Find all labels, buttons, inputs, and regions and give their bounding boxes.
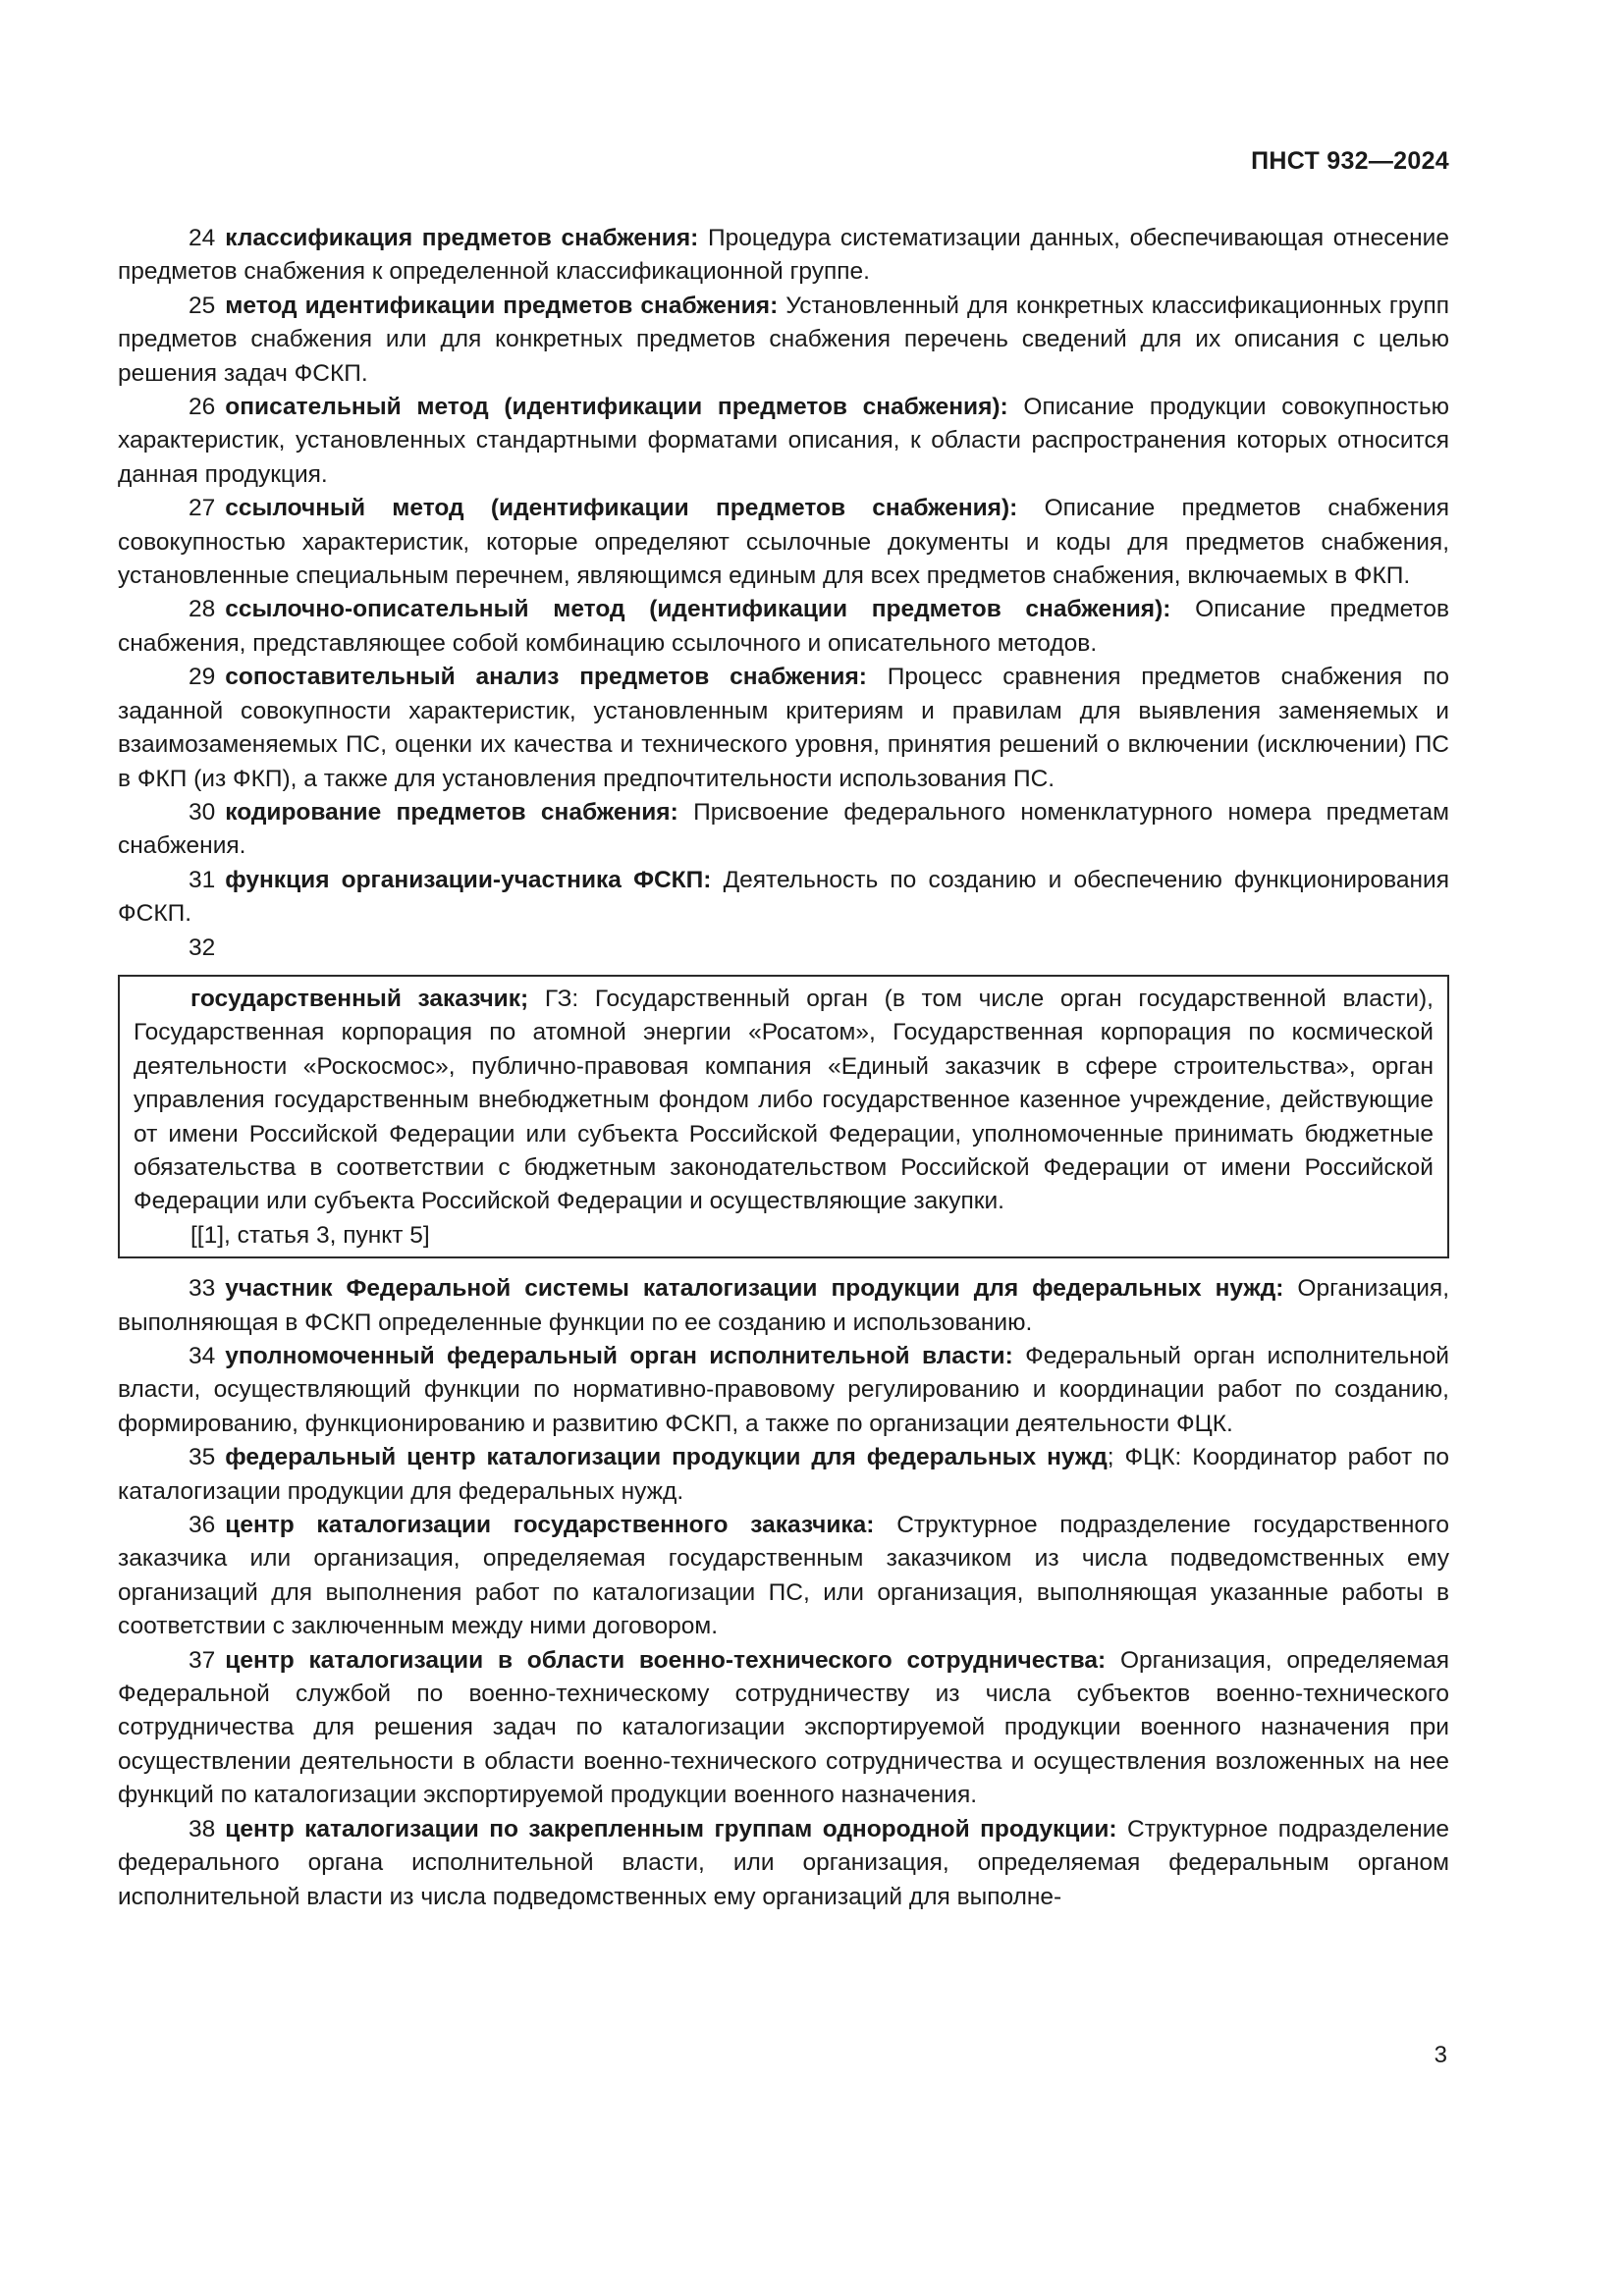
term-entry-37 [118,1644,1449,1813]
entry-definition: Процесс сравнения предметов снабжения по заданной совокупности характеристик, установленным критериям и правилам для выявления заменяемых и взаимозаменяемых ПС, оценки их качества и технического уровня, принятия решений о включении (исключении) ПС в ФКП (из ФКП), а также для установления предпочтительности использования ПС. [118,664,1449,792]
term-entry-27 [118,492,1449,593]
term-entry-29 [118,661,1449,796]
entry-number: 30 [189,798,216,826]
entry-definition: Присвоение федерального номенклатурного номера предметам снабжения. [118,798,1450,860]
entry-number: 28 [189,596,216,623]
entry-number: 34 [189,1343,216,1369]
entry-term: классификация предметов снабжения: [225,225,699,251]
entry-number: 33 [189,1275,216,1303]
entry-definition: ; ФЦК: Координатор работ по каталогизации продукции для федеральных нужд. [118,1444,1449,1505]
term-entry-24 [118,222,1449,290]
entry-definition: Установленный для конкретных классификационных групп предметов снабжения или для конкретных предметов снабжения перечень сведений для их описания с целью решения задач ФСКП. [118,292,1449,387]
entry-number: 26 [189,394,216,421]
entry-term: ссылочный метод (идентификации предметов снабжения): [225,495,1018,522]
term-entry-38 [118,1813,1449,1914]
entry-number: 25 [189,292,216,319]
entry-definition: Федеральный орган исполнительной власти, осуществляющий функции по нормативно-правовому регулированию и координации работ по созданию, формированию, функционированию и развитию ФСКП, а также по организации деятельности ФЦК. [118,1343,1449,1437]
entry-definition: Структурное подразделение государственного заказчика или организация, определяемая государственным заказчиком из числа подведомственных ему организаций для выполнения работ по каталогизации ПС, или организация, выполняющая указанные работы в соответствии с заключенным между ними договором. [118,1512,1449,1640]
entry-number: 24 [189,225,216,251]
entry-term: метод идентификации предметов снабжения: [225,292,779,319]
entry-definition: Организация, определяемая Федеральной службой по военно-техническому сотрудничеству из числа субъектов военно-технического сотрудничества для решения задач по каталогизации экспортируемой продукции военного назначения при осуществлении деятельности в области военно-технического сотрудничества и осуществления возложенных на нее функций по каталогизации экспортируемой продукции военного назначения. [118,1646,1449,1809]
entry-term: участник Федеральной системы каталогизации продукции для федеральных нужд: [225,1275,1284,1303]
entry-definition: Процедура систематизации данных, обеспечивающая отнесение предметов снабжения к определенной классификационной группе. [118,225,1449,286]
entry-definition: Организация, выполняющая в ФСКП определенные функции по ее созданию и использованию. [118,1275,1449,1336]
boxed-term-entry [134,983,1434,1219]
source-reference: [[1], статья 3, пункт 5] [190,1221,430,1249]
entry-definition: Описание предметов снабжения совокупностью характеристик, которые определяют ссылочные документы и коды для предметов снабжения, установленные специальным перечнем, являющимся единым для всех предметов снабжения, включаемых в ФКП. [118,495,1449,590]
entry-term: сопоставительный анализ предметов снабжения: [225,664,867,691]
entry-definition: ГЗ: Государственный орган (в том числе орган государственной власти), Государственная корпорация по атомной энергии «Росатом», Государственная корпорация по космической деятельности «Роскосмос», публично-правовая компания «Единый заказчик в сфере строительства», орган управления государственным внебюджетным фондом либо государственное казенное учреждение, действующие от имени Российской Федерации или субъекта Российской Федерации, уполномоченные принимать бюджетные обязательства в соответствии с бюджетным законодательством Российской Федерации от имени Российской Федерации или субъекта Российской Федерации и осуществляющие закупки. [134,985,1434,1215]
entry-term: центр каталогизации в области военно-технического сотрудничества: [225,1646,1107,1674]
page-number: 3 [1434,2042,1447,2068]
term-entry-25 [118,290,1449,391]
document-designation: ПНСТ 932—2024 [1251,147,1449,175]
term-entry-30 [118,796,1449,864]
entry-term: описательный метод (идентификации предметов снабжения): [225,394,1008,421]
entry-term: уполномоченный федеральный орган исполнительной власти: [225,1343,1013,1369]
term-entry-26 [118,391,1449,492]
term-entry-32-number [118,932,1449,965]
term-entry-36 [118,1509,1449,1644]
entry-definition: Описание продукции совокупностью характеристик, установленных стандартными форматами описания, к области распространения которых относится данная продукция. [118,394,1449,488]
entry-definition: Описание предметов снабжения, представляющее собой комбинацию ссылочного и описательного методов. [118,596,1449,657]
term-entry-31 [118,864,1449,932]
entry-number: 38 [189,1815,216,1842]
entry-number: 36 [189,1512,216,1539]
entry-number: 32 [189,934,216,961]
entry-number: 31 [189,866,216,893]
entry-number: 35 [189,1444,216,1471]
term-entry-28 [118,593,1449,661]
entry-term: федеральный центр каталогизации продукции для федеральных нужд [225,1444,1108,1471]
boxed-definition [118,975,1449,1258]
entry-definition: Структурное подразделение федерального органа исполнительной власти, или организация, определяемая федеральным органом исполнительной власти из числа подведомственных ему организаций для выполне- [118,1815,1450,1910]
entry-term: центр каталогизации по закрепленным группам однородной продукции: [225,1815,1117,1842]
entry-term: ссылочно-описательный метод (идентификации предметов снабжения): [225,596,1171,623]
term-entry-35 [118,1441,1449,1509]
document-body [118,222,1449,1914]
entry-number: 29 [189,664,216,691]
entry-term: функция организации-участника ФСКП: [225,866,712,893]
entry-number: 37 [189,1646,216,1674]
entry-term: кодирование предметов снабжения: [225,798,678,826]
term-entry-33 [118,1272,1449,1340]
entry-number: 27 [189,495,216,522]
term-entry-34 [118,1340,1449,1441]
entry-definition: Деятельность по созданию и обеспечению функционирования ФСКП. [118,866,1450,928]
entry-term: государственный заказчик; [190,985,529,1012]
entry-term: центр каталогизации государственного заказчика: [225,1512,875,1539]
